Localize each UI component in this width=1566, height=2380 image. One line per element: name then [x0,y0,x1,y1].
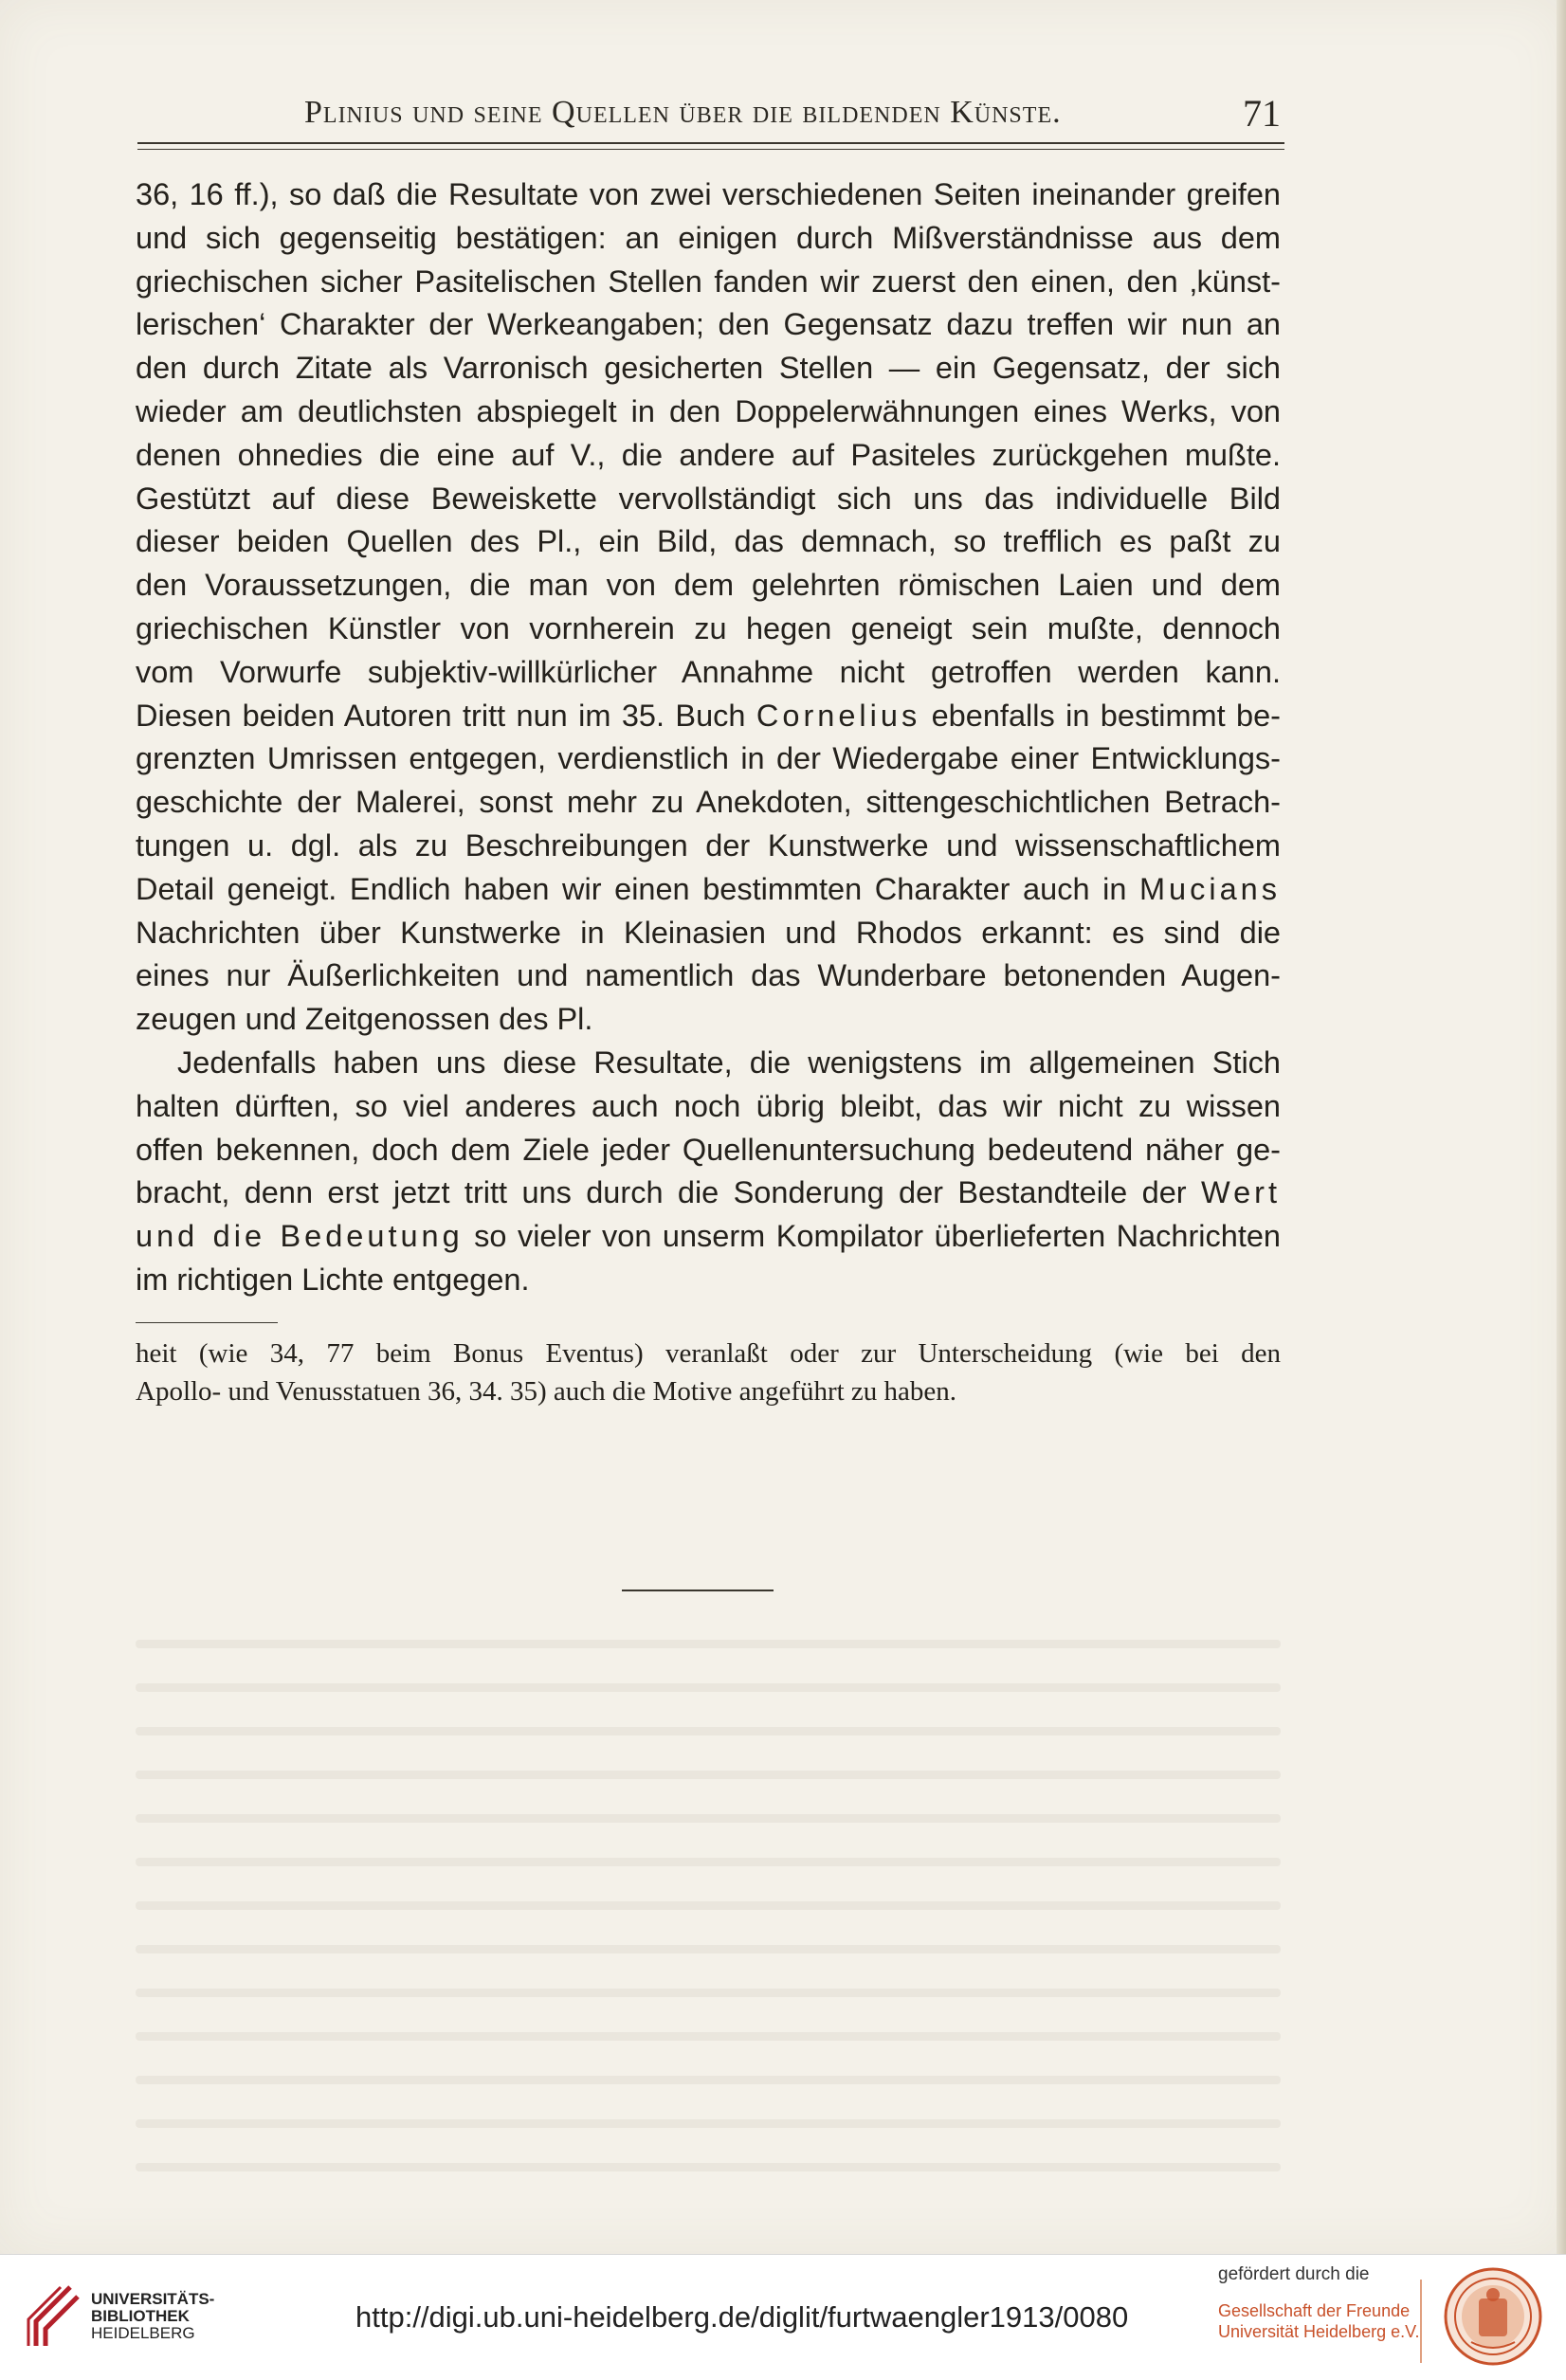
page-number: 71 [1243,92,1281,135]
body-text [136,173,1281,1302]
library-name-line: UNIVERSITÄTS- [91,2290,215,2308]
body-line: 36, 16 ff.), so daß die Resultate von zwei verschiedenen Seiten ineinander greifen [136,177,1281,211]
body-line: Jedenfalls haben uns diese Resultate, die wenigstens im allgemeinen Stich [177,1045,1281,1080]
body-line: griechischen Künstler von vornherein zu hegen geneigt sein mußte, dennoch [136,610,1281,645]
body-line: den durch Zitate als Varronisch gesicherten Stellen — ein Gegensatz, der sich [136,351,1281,386]
permalink-url[interactable]: http://digi.ub.uni-heidelberg.de/diglit/furtwaengler1913/0080 [355,2300,1129,2334]
end-rule [622,1590,774,1591]
bleed-through-line [136,1771,1281,1779]
header-rule [137,142,1284,150]
library-name [91,2291,214,2342]
bleed-through-line [136,2119,1281,2128]
bleed-through-line [136,1814,1281,1823]
footer-bar [0,2254,1566,2380]
running-head-title: Plinius und seine Quellen über die bildenden Künste. [304,95,1062,130]
footnote-rule [136,1322,278,1323]
bleed-through-line [136,1683,1281,1692]
body-line-part: Diesen beiden Autoren tritt nun im 35. Buch [136,698,746,733]
body-line-part: bracht, denn erst jetzt tritt uns durch die Sonderung der Bestandteile der [136,1175,1187,1210]
body-line-part: ebenfalls in bestimmt be- [931,698,1281,733]
bleed-through-line [136,1640,1281,1648]
body-line [136,1172,1281,1215]
body-line: den Voraussetzungen, die man von dem gelehrten römischen Laien und dem [136,568,1281,603]
body-line: lerischen‘ Charakter der Werkeangaben; den Gegensatz dazu treffen wir nun an [136,307,1281,342]
spaced-word-wert: Wert [1200,1175,1281,1210]
body-line [136,868,1281,912]
body-line: wieder am deutlichsten abspiegelt in den Doppelerwähnungen eines Werks, von [136,393,1281,428]
body-line: Nachrichten über Kunstwerke in Kleinasien und Rhodos erkannt: es sind die [136,915,1281,950]
body-line: im richtigen Lichte entgegen. [136,1262,530,1297]
body-line: denen ohnedies die eine auf V., die andere auf Pasiteles zurückgehen mußte. [136,437,1281,472]
page-edge [1557,0,1566,2254]
bleed-through-line [136,1989,1281,1997]
body-line: vom Vorwurfe subjektiv-willkürlicher Annahme nicht getroffen werden kann. [136,654,1281,689]
body-line: zeugen und Zeitgenossen des Pl. [136,1002,593,1037]
bleed-through-line [136,2163,1281,2171]
bleed-through-line [136,2032,1281,2041]
body-line [136,1215,1281,1259]
ub-heidelberg-logo-icon [25,2283,82,2350]
footnote-line: Apollo- und Venusstatuen 36, 34. 35) auch die Motive angeführt zu haben. [136,1376,957,1407]
body-line: offen bekennen, doch dem Ziele jeder Quellenuntersuchung bedeutend näher ge- [136,1132,1281,1167]
library-name-line: BIBLIOTHEK [91,2307,190,2325]
sponsor-label: gefördert durch die [1218,2264,1370,2284]
bleed-through-line [136,2076,1281,2084]
body-line: dieser beiden Quellen des Pl., ein Bild, das demnach, so trefflich es paßt zu [136,524,1281,559]
body-line: und sich gegenseitig bestätigen: an einigen durch Mißverständnisse aus dem [136,220,1281,255]
sponsor-divider [1420,2280,1422,2363]
bleed-through-line [136,1945,1281,1953]
library-name-line: HEIDELBERG [91,2324,195,2342]
body-line-part: Detail geneigt. Endlich haben wir einen bestimmten Charakter auch in [136,871,1127,906]
footnote [136,1335,1281,1410]
spaced-name-cornelius: Cornelius [756,698,921,733]
bleed-through-line [136,1901,1281,1910]
spaced-phrase-bedeutung: und die Bedeutung [136,1219,464,1254]
body-line-part: so vieler von unserm Kompilator überlieferten Nachrichten [474,1219,1282,1254]
sponsor-name-line: Gesellschaft der Freunde [1218,2301,1411,2320]
body-line: geschichte der Malerei, sonst mehr zu Anekdoten, sittengeschichtlichen Betrach- [136,785,1281,820]
body-line: grenzten Umrissen entgegen, verdienstlich in der Wiedergabe einer Entwicklungs- [136,741,1281,776]
spaced-name-mucians: Mucians [1138,871,1281,906]
bleed-through-line [136,1858,1281,1866]
body-line [136,695,1281,738]
sponsor-name-line: Universität Heidelberg e.V. [1218,2322,1420,2341]
university-seal-icon [1443,2266,1543,2367]
body-line: tungen u. dgl. als zu Beschreibungen der Kunstwerke und wissenschaftlichem [136,827,1281,863]
body-line: halten dürften, so viel anderes auch noch übrig bleibt, das wir nicht zu wissen [136,1088,1281,1123]
sponsor-name[interactable] [1218,2300,1419,2342]
body-line: griechischen sicher Pasitelischen Stellen fanden wir zuerst den einen, den ‚künst- [136,263,1281,299]
running-head [137,93,1284,140]
body-line: eines nur Äußerlichkeiten und namentlich das Wunderbare betonenden Augen- [136,958,1281,993]
bleed-through-line [136,1727,1281,1735]
footnote-line: heit (wie 34, 77 beim Bonus Eventus) veranlaßt oder zur Unterscheidung (wie bei den [136,1338,1281,1369]
body-line: Gestützt auf diese Beweiskette vervollständigt sich uns das individuelle Bild [136,481,1281,516]
